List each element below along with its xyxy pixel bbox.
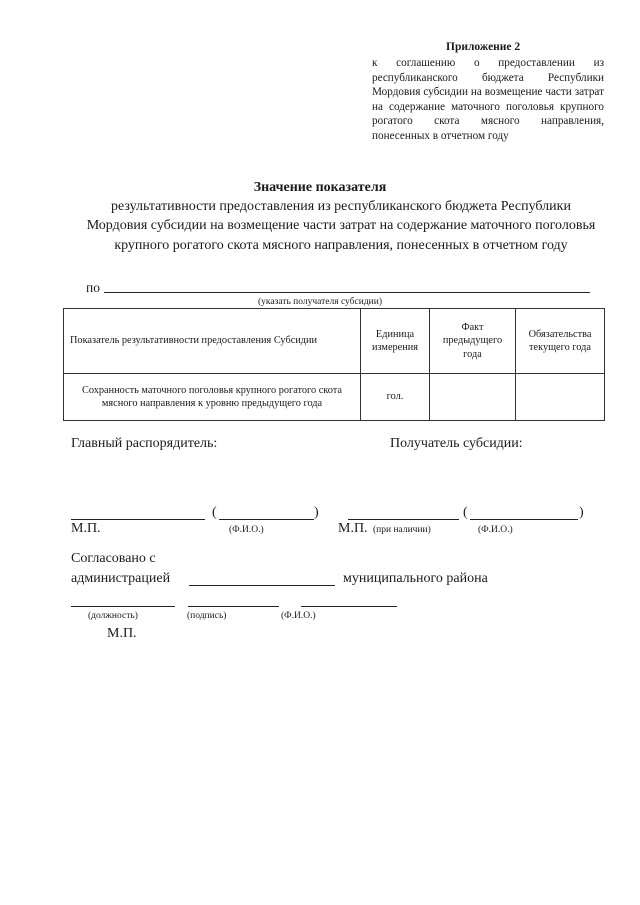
open-paren: ( — [463, 505, 468, 520]
recipient-fio-caption: (Ф.И.О.) — [478, 525, 513, 535]
cell-indicator: Сохранность маточного поголовья крупного рогатого скота мясного направления к уровню предыдущего года — [64, 374, 361, 421]
chief-signature-line[interactable] — [71, 519, 205, 520]
signature-caption: (подпись) — [187, 611, 227, 621]
recipient-stamp-label: М.П. — [338, 521, 368, 536]
table-header-row — [64, 309, 605, 374]
open-paren: ( — [212, 505, 217, 520]
fio-line[interactable] — [301, 606, 397, 607]
close-paren: ) — [314, 505, 319, 520]
header-unit: Единица измерения — [361, 309, 430, 374]
recipient-fio-line[interactable] — [470, 519, 578, 520]
agreed-label: Согласовано с — [71, 551, 156, 566]
cell-unit: гол. — [361, 374, 430, 421]
recipient-field-line[interactable] — [104, 292, 590, 293]
header-indicator: Показатель результативности предоставления Субсидии — [64, 309, 361, 374]
chief-fio-line[interactable] — [219, 519, 314, 520]
cell-current-obligations[interactable] — [516, 374, 605, 421]
chief-manager-title: Главный распорядитель: — [71, 436, 218, 451]
recipient-title: Получатель субсидии: — [390, 436, 523, 451]
chief-stamp-label: М.П. — [71, 521, 101, 536]
cell-previous-fact[interactable] — [430, 374, 516, 421]
bottom-stamp-label: М.П. — [107, 626, 137, 641]
position-line[interactable] — [71, 606, 175, 607]
recipient-signature-line[interactable] — [348, 519, 459, 520]
header-previous-fact: Факт предыдущего года — [430, 309, 516, 374]
district-label: муниципального района — [343, 571, 488, 586]
signature-line[interactable] — [188, 606, 279, 607]
appendix-description: к соглашению о предоставлении из республиканского бюджета Республики Мордовия субсидии на возмещение части затрат на содержание маточного поголовья крупного рогатого скота мясного направления, понесенных в отчетном году — [372, 57, 604, 142]
appendix-title: Приложение 2 — [446, 41, 521, 53]
document-title: Значение показателя — [253, 180, 387, 195]
document-subtitle: результативности предоставления из республиканского бюджета Республики Мордовия субсидии на возмещение части затрат на содержание маточного поголовья крупного рогатого скота мясного направления, понесенных в отчетном году — [86, 199, 596, 253]
indicator-table — [63, 308, 605, 421]
recipient-stamp-note: (при наличии) — [373, 525, 431, 535]
table-row — [64, 374, 605, 421]
header-current-obligations: Обязательства текущего года — [516, 309, 605, 374]
recipient-label: по — [86, 280, 100, 295]
fio-caption: (Ф.И.О.) — [281, 611, 316, 621]
position-caption: (должность) — [88, 611, 138, 621]
close-paren: ) — [579, 505, 584, 520]
administration-label: администрацией — [71, 571, 171, 586]
district-name-line[interactable] — [189, 585, 335, 586]
recipient-hint: (указать получателя субсидии) — [257, 297, 382, 307]
chief-fio-caption: (Ф.И.О.) — [229, 525, 264, 535]
